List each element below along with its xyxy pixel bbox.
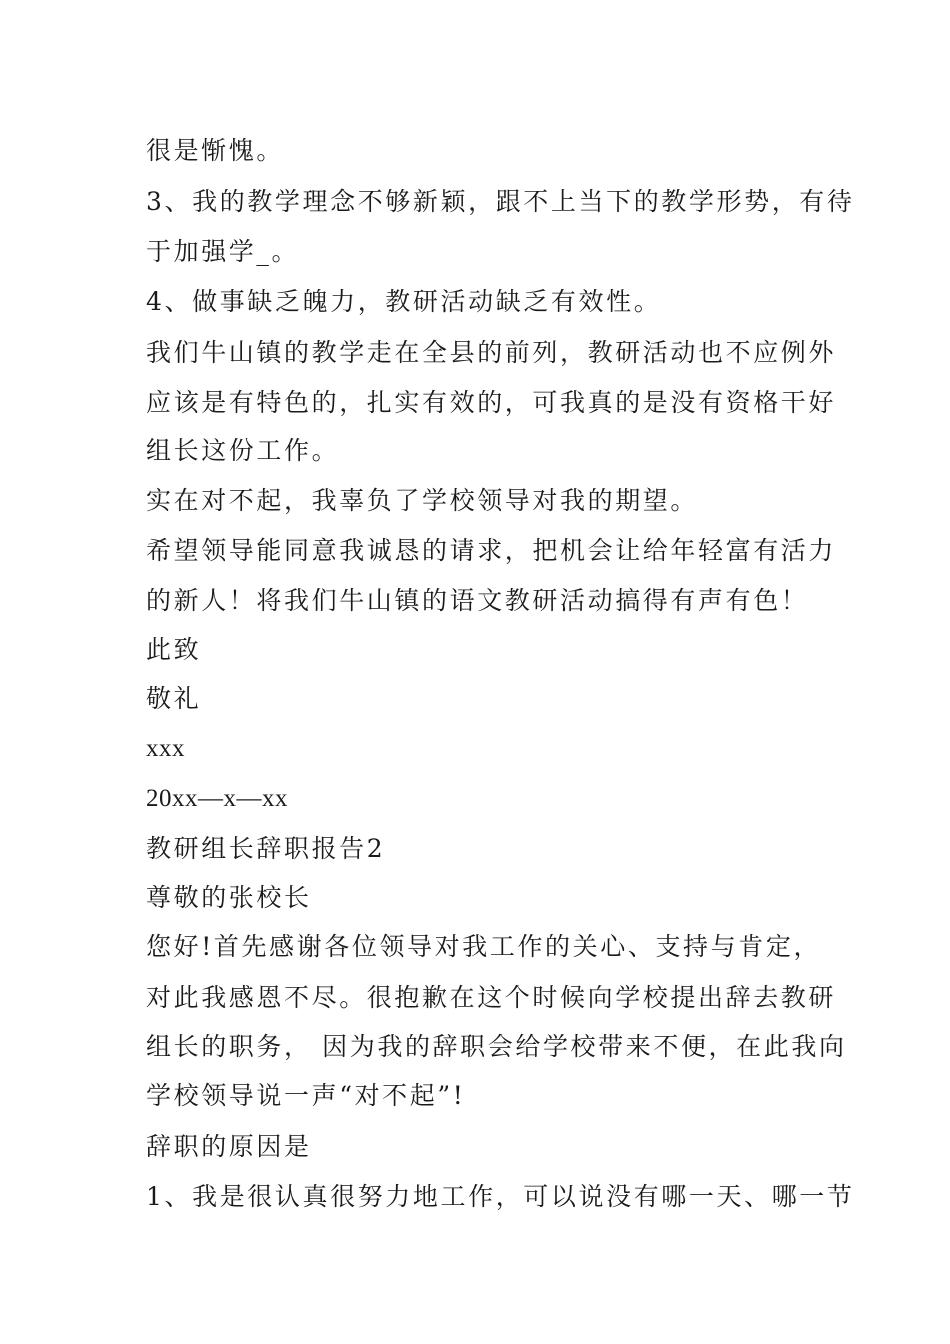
text-line: 希望领导能同意我诚恳的请求，把机会让给年轻富有活力 — [146, 536, 837, 565]
text-line: 4、做事缺乏魄力，教研活动缺乏有效性。 — [146, 287, 662, 316]
signature-name: xxx — [146, 735, 185, 762]
text-line: 3、我的教学理念不够新颖，跟不上当下的教学形势，有待 — [146, 187, 855, 216]
text-line: 学校领导说一声“对不起”! — [146, 1081, 466, 1110]
text-line: 辞职的原因是 — [146, 1132, 312, 1161]
text-line: 对此我感恩不尽。很抱歉在这个时候向学校提出辞去教研 — [146, 983, 837, 1012]
text-line: 1、我是很认真很努力地工作，可以说没有哪一天、哪一节 — [146, 1182, 855, 1211]
text-line: 的新人！将我们牛山镇的语文教研活动搞得有声有色！ — [146, 586, 809, 615]
text-line: 于加强学_。 — [146, 237, 300, 266]
text-line: 组长的职务， 因为我的辞职会给学校带来不便，在此我向 — [146, 1032, 847, 1061]
signature-date: 20xx—x—xx — [146, 785, 288, 812]
text-line: 此致 — [146, 635, 202, 664]
text-line: 实在对不起，我辜负了学校领导对我的期望。 — [146, 486, 699, 515]
salutation: 尊敬的张校长 — [146, 883, 312, 912]
section-title: 教研组长辞职报告2 — [146, 834, 386, 863]
text-line: 应该是有特色的，扎实有效的，可我真的是没有资格干好 — [146, 388, 837, 417]
text-line: 我们牛山镇的教学走在全县的前列，教研活动也不应例外 — [146, 338, 837, 367]
text-line: 您好!首先感谢各位领导对我工作的关心、支持与肯定， — [146, 932, 822, 961]
text-line: 组长这份工作。 — [146, 436, 340, 465]
text-line: 敬礼 — [146, 684, 202, 713]
text-line: 很是惭愧。 — [146, 136, 285, 165]
